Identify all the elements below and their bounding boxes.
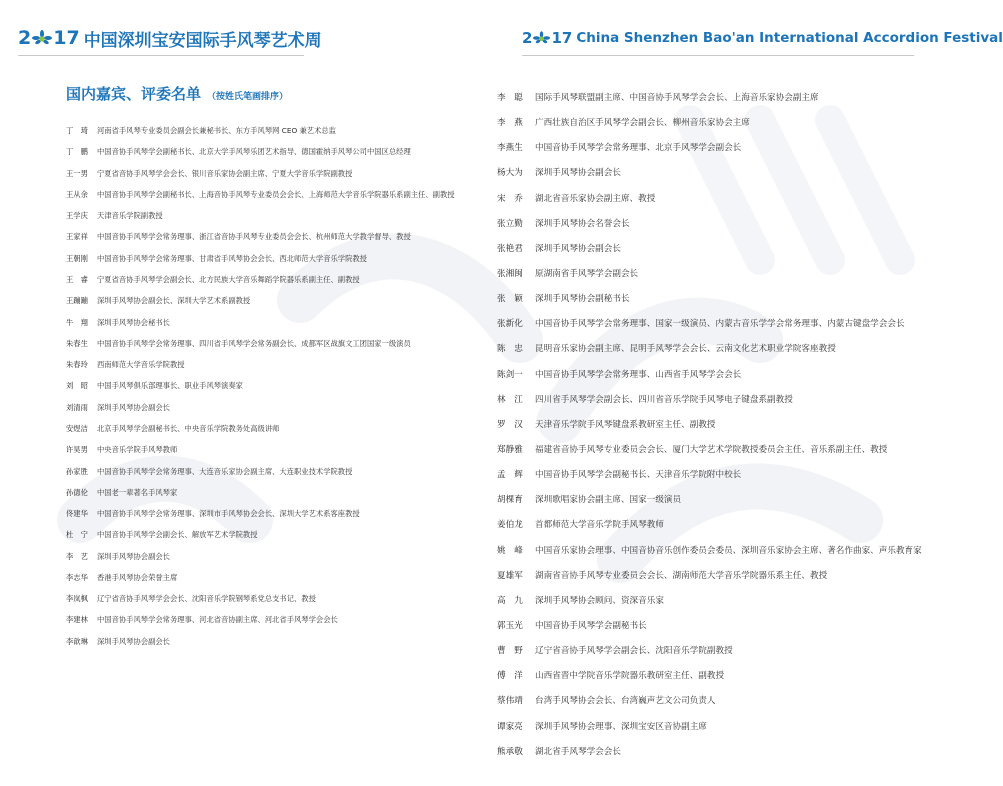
guest-name: 李志华: [66, 572, 88, 582]
guest-title: 中国老一辈著名手风琴家: [97, 487, 178, 497]
guest-name: 丁 琦: [66, 126, 88, 135]
header-rule: [18, 55, 304, 56]
guest-title: 河南省手风琴专业委员会副会长兼秘书长、东方手风琴网 CEO 兼艺术总监: [97, 126, 336, 135]
guest-entry: [66, 445, 476, 456]
guest-name: 罗 汉: [497, 419, 523, 430]
guest-list-left: [66, 126, 476, 658]
guest-name: 张新化: [497, 319, 523, 330]
guest-name: 张艳君: [497, 243, 523, 254]
guest-title: 深圳手风琴协会副会长: [535, 243, 621, 254]
guest-entry: [497, 394, 957, 406]
guest-name: 王从余: [66, 189, 88, 199]
year-logo: [18, 26, 80, 49]
guest-entry: [497, 293, 957, 305]
guest-title: 深圳手风琴协会副会长、深圳大学艺术系副教授: [97, 296, 251, 306]
header-rule: [522, 55, 914, 56]
guest-entry: [66, 594, 476, 605]
guest-entry: [497, 343, 957, 355]
guest-name: 陈剑一: [497, 369, 523, 380]
guest-name: 傅 洋: [497, 671, 523, 682]
year-digit-b: 17: [551, 28, 573, 47]
guest-name: 朱春玲: [66, 360, 88, 370]
guest-title: 深圳歌唱家协会副主席、国家一级演员: [535, 495, 682, 506]
guest-title: 深圳手风琴协会副秘书长: [535, 294, 630, 305]
guest-name: 孟 辉: [497, 470, 523, 481]
guest-entry: [66, 488, 476, 499]
guest-entry: [497, 670, 957, 682]
guest-title: 中国音协手风琴学会常务理事、深圳市手风琴协会会长、深圳大学艺术系客座教授: [97, 509, 360, 519]
guest-title: 山西省晋中学院音乐学院器乐教研室主任、副教授: [535, 671, 725, 682]
guest-entry: [66, 169, 476, 180]
guest-entry: [66, 190, 476, 201]
guest-title: 深圳手风琴协会副会长: [535, 168, 621, 179]
guest-entry: [66, 318, 476, 329]
guest-entry: [497, 645, 957, 657]
guest-title: 四川省手风琴学会副会长、四川省音乐学院手风琴电子键盘系副教授: [535, 394, 793, 405]
guest-name: 王 睿: [66, 274, 88, 284]
guest-entry: [66, 424, 476, 435]
guest-entry: [497, 92, 957, 104]
guest-name: 王朝刚: [66, 253, 88, 263]
guest-title: 深圳手风琴协会副会长: [97, 636, 170, 646]
guest-title: 深圳手风琴协会副会长: [97, 402, 170, 412]
left-header: [18, 26, 322, 50]
guest-title: 福建省音协手风琴专业委员会会长、厦门大学艺术学院教授委员会主任、音乐系副主任、教授: [535, 444, 888, 455]
year-digit-b: 17: [53, 26, 80, 49]
guest-title: 湖南省音协手风琴专业委员会会长、湖南师范大学音乐学院器乐系主任、教授: [535, 570, 828, 581]
guest-name: 丁 鹏: [66, 147, 88, 157]
guest-entry: [497, 243, 957, 255]
header-title: China Shenzhen Bao'an International Accordion Festival: [576, 30, 1003, 46]
guest-name: 张湘闽: [497, 268, 523, 279]
guest-entry: [497, 268, 957, 280]
guest-entry: [66, 467, 476, 478]
guest-entry: [497, 419, 957, 431]
guest-entry: [497, 695, 957, 707]
guest-title: 中央音乐学院手风琴教师: [97, 445, 178, 455]
guest-title: 深圳手风琴协会顾问、资深音乐家: [535, 595, 664, 606]
guest-name: 夏雄军: [497, 570, 523, 581]
guest-title: 中国音协手风琴学会常务理事、国家一级演员、内蒙古音乐学学会常务理事、内蒙古键盘学会会长: [535, 319, 905, 330]
flower-logo-icon: [533, 31, 550, 45]
guest-name: 刘清雨: [66, 402, 88, 412]
year-digit-a: 2: [522, 28, 533, 47]
guest-name: 孙德伦: [66, 487, 88, 497]
guest-entry: [497, 545, 957, 557]
flower-logo-icon: [32, 30, 52, 46]
guest-name: 王学庆: [66, 211, 88, 221]
guest-title: 西南师范大学音乐学院教授: [97, 360, 185, 370]
guest-name: 杨大为: [497, 168, 523, 179]
guest-entry: [66, 254, 476, 265]
guest-name: 姚 峰: [497, 545, 523, 556]
guest-name: 牛 翔: [66, 317, 88, 327]
guest-title: 辽宁省音协手风琴学会会长、沈阳音乐学院钢琴系党总支书记、教授: [97, 594, 316, 604]
guest-name: 张 颖: [497, 294, 523, 305]
guest-entry: [497, 167, 957, 179]
guest-name: 林 江: [497, 394, 523, 405]
guest-title: 中国音协手风琴学会副秘书长: [535, 620, 647, 631]
guest-entry: [66, 403, 476, 414]
guest-entry: [66, 275, 476, 286]
section-note: （按姓氏笔画排序）: [207, 92, 289, 102]
guest-entry: [66, 573, 476, 584]
guest-title: 湖北省音乐家协会副主席、教授: [535, 193, 656, 204]
header-title: 中国深圳宝安国际手风琴艺术周: [83, 30, 322, 51]
guest-entry: [66, 615, 476, 626]
guest-entry: [66, 360, 476, 371]
section-title: [66, 83, 288, 104]
left-page: [0, 0, 480, 786]
guest-name: 李 聪: [497, 93, 523, 103]
guest-name: 郑静雅: [497, 444, 523, 455]
guest-title: 中国音协手风琴学会副秘书长、北京大学手风琴乐团艺术指导、德国霍纳手风琴公司中国区总经理: [97, 147, 411, 157]
guest-title: 北京手风琴学会副秘书长、中央音乐学院教务处高级讲师: [97, 423, 280, 433]
guest-name: 张立勤: [497, 218, 523, 229]
guest-name: 王一男: [66, 168, 88, 178]
guest-title: 昆明音乐家协会副主席、昆明手风琴学会会长、云南文化艺术职业学院客座教授: [535, 344, 836, 355]
guest-entry: [497, 519, 957, 531]
year-digit-a: 2: [18, 26, 32, 49]
guest-name: 李岚枫: [66, 594, 88, 604]
guest-name: 佟建华: [66, 509, 88, 519]
guest-title: 中国音协手风琴学会副秘书长、上海音协手风琴专业委员会会长、上海师范大学音乐学院器乐系副主任、副教授: [97, 189, 455, 199]
guest-title: 中国音协手风琴学会常务理事、山西省手风琴学会会长: [535, 369, 742, 380]
guest-entry: [497, 595, 957, 607]
guest-name: 李 艺: [66, 551, 88, 561]
guest-name: 高 九: [497, 595, 523, 606]
guest-title: 中国音乐家协会理事、中国音协音乐创作委员会委员、深圳音乐家协会主席、著名作曲家、声乐教育家: [535, 545, 922, 556]
guest-title: 辽宁省音协手风琴学会副会长、沈阳音乐学院副教授: [535, 646, 733, 657]
guest-name: 李歆琳: [66, 636, 88, 646]
guest-entry: [497, 444, 957, 456]
guest-title: 深圳手风琴协会名誉会长: [535, 218, 630, 229]
guest-title: 中国音协手风琴学会副会长、解放军艺术学院教授: [97, 530, 258, 540]
guest-entry: [66, 232, 476, 243]
guest-name: 李燕生: [497, 143, 523, 154]
guest-entry: [66, 296, 476, 307]
guest-name: 熊承敬: [497, 746, 523, 757]
guest-entry: [497, 117, 957, 129]
guest-name: 曹 野: [497, 646, 523, 657]
guest-entry: [66, 509, 476, 520]
guest-entry: [66, 381, 476, 392]
guest-name: 陈 忠: [497, 344, 523, 355]
guest-title: 原湖南省手风琴学会副会长: [535, 268, 639, 279]
guest-list-right: [497, 92, 957, 771]
guest-title: 天津音乐学院手风琴键盘系教研室主任、副教授: [535, 419, 716, 430]
guest-entry: [497, 469, 957, 481]
guest-name: 朱春生: [66, 338, 88, 348]
guest-title: 香港手风琴协会荣誉主席: [97, 572, 178, 582]
guest-title: 台湾手风琴协会会长、台湾巍声艺文公司负责人: [535, 696, 716, 707]
guest-name: 王家祥: [66, 232, 88, 242]
guest-title: 宁夏省音协手风琴学会副会长、北方民族大学音乐舞蹈学院器乐系副主任、副教授: [97, 274, 360, 284]
guest-entry: [497, 721, 957, 733]
guest-name: 李 燕: [497, 118, 523, 129]
guest-entry: [66, 339, 476, 350]
guest-entry: [497, 620, 957, 632]
guest-name: 安煜洁: [66, 423, 88, 433]
guest-name: 谭家亮: [497, 721, 523, 732]
guest-title: 中国音协手风琴学会副秘书长、天津音乐学院附中校长: [535, 470, 742, 481]
section-title-text: 国内嘉宾、评委名单: [66, 85, 202, 103]
guest-title: 中国音协手风琴学会常务理事、河北省音协副主席、河北省手风琴学会会长: [97, 615, 338, 625]
guest-name: 刘 昭: [66, 381, 88, 391]
guest-title: 中国音协手风琴学会常务理事、大连音乐家协会副主席、大连职业技术学院教授: [97, 466, 353, 476]
guest-title: 国际手风琴联盟副主席、中国音协手风琴学会会长、上海音乐家协会副主席: [535, 93, 819, 103]
guest-name: 杜 宁: [66, 530, 88, 540]
guest-entry: [66, 211, 476, 222]
guest-title: 深圳手风琴协会副会长: [97, 551, 170, 561]
guest-title: 中国手风琴俱乐部理事长、职业手风琴演奏家: [97, 381, 243, 391]
guest-entry: [497, 369, 957, 381]
guest-entry: [497, 218, 957, 230]
guest-title: 首都师范大学音乐学院手风琴教师: [535, 520, 664, 531]
guest-name: 孙家胜: [66, 466, 88, 476]
guest-name: 胡棵育: [497, 495, 523, 506]
guest-title: 广西壮族自治区手风琴学会副会长、柳州音乐家协会主席: [535, 118, 750, 129]
guest-name: 蔡伟靖: [497, 696, 523, 707]
guest-title: 宁夏省音协手风琴学会会长、银川音乐家协会副主席、宁夏大学音乐学院副教授: [97, 168, 353, 178]
guest-entry: [497, 142, 957, 154]
guest-name: 王蹦蹦: [66, 296, 88, 306]
guest-title: 中国音协手风琴学会常务理事、四川省手风琴学会常务副会长、成都军区战旗文工团国家一级演员: [97, 338, 411, 348]
guest-name: 郭玉光: [497, 620, 523, 631]
guest-title: 湖北省手风琴学会会长: [535, 746, 621, 757]
right-header: [522, 26, 1003, 50]
guest-name: 许昊男: [66, 445, 88, 455]
guest-entry: [66, 637, 476, 648]
guest-entry: [66, 126, 476, 137]
guest-title: 深圳手风琴协会理事、深圳宝安区音协副主席: [535, 721, 707, 732]
guest-name: 宋 乔: [497, 193, 523, 204]
year-logo: [522, 28, 573, 47]
guest-entry: [66, 530, 476, 541]
guest-name: 姜伯龙: [497, 520, 523, 531]
guest-entry: [497, 746, 957, 758]
guest-entry: [497, 494, 957, 506]
guest-title: 中国音协手风琴学会常务理事、浙江省音协手风琴专业委员会会长、杭州师范大学教学督导、教授: [97, 232, 411, 242]
guest-entry: [497, 318, 957, 330]
guest-title: 深圳手风琴协会秘书长: [97, 317, 170, 327]
right-page: [480, 0, 1003, 786]
guest-entry: [66, 552, 476, 563]
guest-entry: [497, 570, 957, 582]
guest-entry: [66, 147, 476, 158]
guest-name: 李建林: [66, 615, 88, 625]
guest-title: 中国音协手风琴学会常务理事、甘肃省手风琴协会会长、西北师范大学音乐学院教授: [97, 253, 367, 263]
guest-title: 中国音协手风琴学会常务理事、北京手风琴学会副会长: [535, 143, 742, 154]
guest-title: 天津音乐学院副教授: [97, 211, 163, 221]
guest-entry: [497, 193, 957, 205]
